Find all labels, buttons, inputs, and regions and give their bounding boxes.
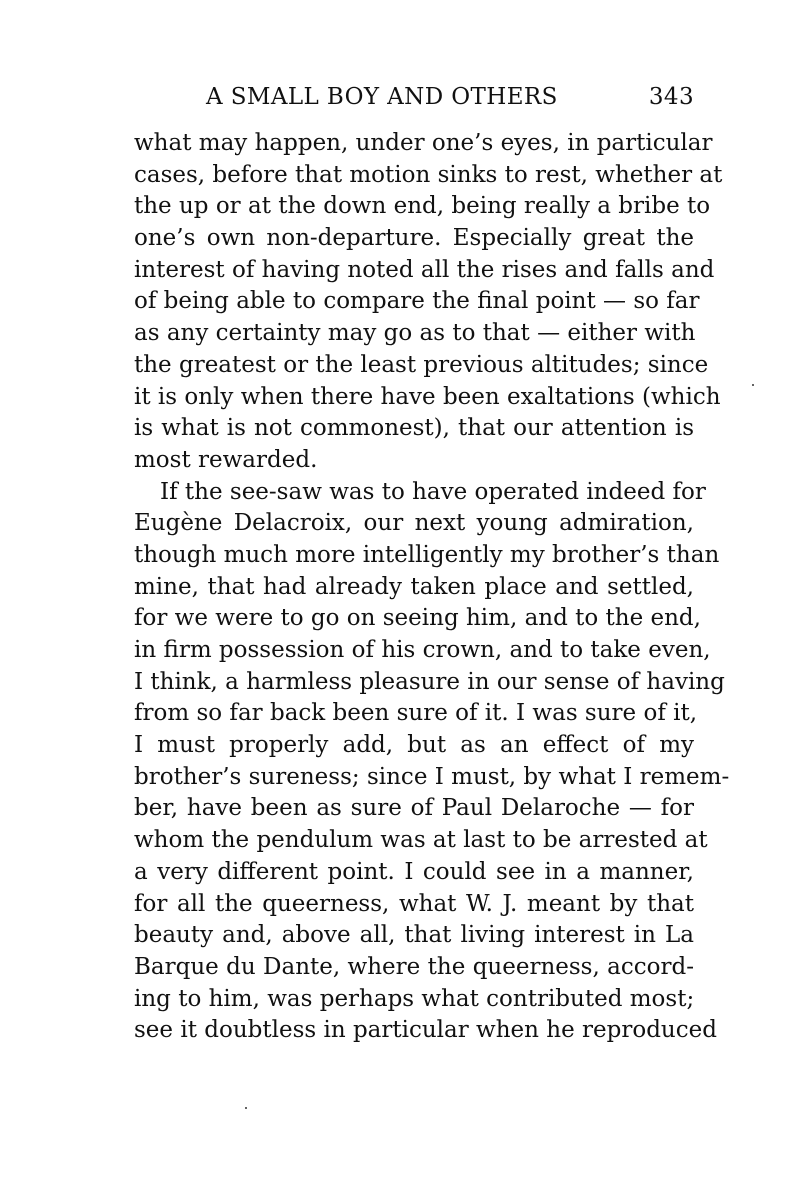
- page-number: 343: [648, 84, 694, 110]
- text-line: it is only when there have been exaltations (which: [134, 383, 721, 410]
- text-line: cases, before that motion sinks to rest, whether at: [134, 161, 723, 188]
- text-line: the greatest or the least previous altitudes; since: [134, 351, 709, 378]
- running-title: A SMALL BOY AND OTHERS: [206, 84, 558, 110]
- text-line: ber, have been as sure of Paul Delaroche — for: [134, 795, 694, 822]
- text-line: I think, a harmless pleasure in our sense of having: [134, 668, 725, 695]
- text-line: for we were to go on seeing him, and to the end,: [134, 605, 701, 632]
- text-line: see it doubtless in particular when he reproduced: [134, 1017, 717, 1044]
- text-line: interest of having noted all the rises and falls and: [134, 256, 715, 283]
- text-line: in firm possession of his crown, and to take even,: [134, 637, 711, 663]
- text-line: of being able to compare the final point — so far: [134, 288, 700, 315]
- text-line: ing to him, was perhaps what contributed most;: [134, 985, 695, 1012]
- text-line: one’s own non-departure. Especially great the: [134, 225, 694, 252]
- text-line: If the see-saw was to have operated indeed for: [160, 478, 706, 505]
- text-line: what may happen, under one’s eyes, in particular: [134, 130, 713, 156]
- paragraph: [134, 477, 730, 1047]
- text-line: mine, that had already taken place and settled,: [134, 573, 694, 600]
- text-line: for all the queerness, what W. J. meant by that: [134, 890, 694, 917]
- text-line: though much more intelligently my brother’s than: [134, 541, 720, 568]
- text-line: brother’s sureness; since I must, by what I remem-: [134, 763, 730, 790]
- text-line: I must properly add, but as an effect of my: [134, 732, 694, 759]
- text-line: is what is not commonest), that our attention is: [134, 415, 694, 442]
- paragraph: [134, 128, 723, 477]
- text-line: most rewarded.: [134, 446, 318, 473]
- text-line: the up or at the down end, being really a bribe to: [134, 193, 711, 220]
- text-line: beauty and, above all, that living interest in La: [134, 922, 694, 949]
- text-line: as any certainty may go as to that — either with: [134, 320, 696, 347]
- running-head: [134, 84, 694, 114]
- scan-speck: [245, 1107, 247, 1109]
- text-line: from so far back been sure of it. I was sure of it,: [134, 700, 698, 727]
- text-line: whom the pendulum was at last to be arrested at: [134, 827, 708, 854]
- text-line: Barque du Dante, where the queerness, accord-: [134, 953, 694, 980]
- text-line: Eugène Delacroix, our next young admiration,: [134, 510, 694, 537]
- body-text: [134, 128, 730, 1047]
- scan-speck: [752, 384, 754, 386]
- text-line: a very different point. I could see in a manner,: [134, 858, 694, 885]
